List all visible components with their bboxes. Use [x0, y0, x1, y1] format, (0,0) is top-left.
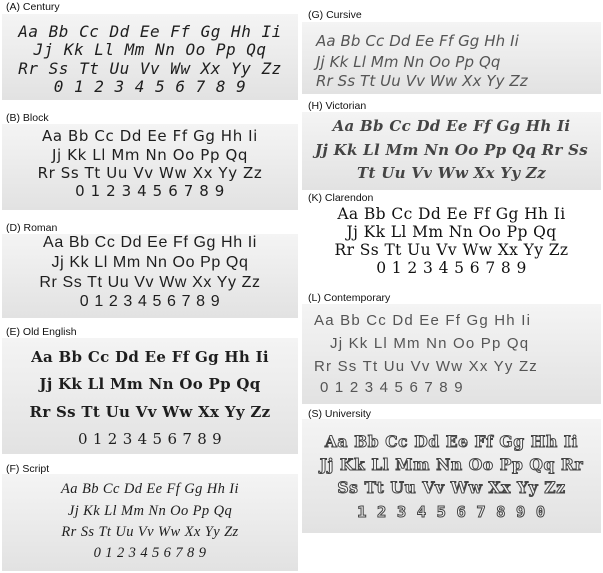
sample-line: 0 1 2 3 4 5 6 7 8 9 — [77, 430, 223, 448]
style-label: (G) Cursive — [308, 9, 362, 21]
sample-line: Jj Kk Ll Mm Nn Oo Pp Qq — [330, 335, 530, 352]
panel-university — [300, 405, 603, 535]
sample-line: Aa Bb Cc Dd Ee Ff Gg Hh Ii — [324, 432, 579, 451]
sample-line: Jj Kk Ll Mm Nn Oo Pp Qq — [51, 254, 249, 271]
sample-line: Rr Ss Tt Uu Vv Ww Xx Yy Zz — [29, 403, 271, 421]
sample-line: Jj Kk Ll Mm Nn Oo Pp Qq — [52, 146, 248, 164]
sample-line: Jj Kk Ll Mm Nn Oo Pp Qq — [33, 40, 267, 59]
style-label: (A) Century — [6, 1, 60, 13]
sample-line: Rr Ss Tt Uu Vv Ww Xx Yy Zz — [334, 241, 569, 259]
sample-line: 0 1 2 3 4 5 6 7 8 9 — [376, 259, 527, 277]
panel-cursive — [300, 8, 603, 96]
sample-line: Rr Ss Tt Uu Vv Ww Xx Yy Zz — [316, 72, 528, 90]
sample-line: Aa Bb Cc Dd Ee Ff Gg Hh Ii — [43, 234, 257, 251]
sample-line: Jj Kk Ll Mm Nn Oo Pp Qq Rr — [319, 455, 584, 474]
sample-line: Rr Ss Tt Uu Vv Ww Xx Yy Zz — [39, 274, 261, 291]
sample-line: Aa Bb Cc Dd Ee Ff Gg Hh Ii — [42, 127, 258, 145]
sample-line: 1 2 3 4 5 6 7 8 9 0 — [357, 503, 546, 521]
panel-old-english — [0, 324, 300, 456]
style-label: (L) Contemporary — [308, 292, 391, 304]
sample-line: 0 1 2 3 4 5 6 7 8 9 — [320, 379, 464, 396]
panel-block — [0, 110, 300, 212]
sample-line: Rr Ss Tt Uu Vv Ww Xx Yy Zz — [61, 524, 239, 540]
sample-line: 0 1 2 3 4 5 6 7 8 9 — [79, 293, 221, 310]
sample-line: Aa Bb Cc Dd Ee Ff Gg Hh Ii — [18, 22, 282, 41]
sample-line: Ss Tt Uu Vv Ww Xx Yy Zz — [337, 478, 566, 497]
sample-line: Aa Bb Cc Dd Ee Ff Gg Hh Ii — [337, 205, 566, 223]
sample-line: Aa Bb Cc Dd Ee Ff Gg Hh Ii — [316, 32, 519, 50]
panel-contemporary — [300, 290, 603, 406]
sample-line: Aa Bb Cc Dd Ee Ff Gg Hh Ii — [61, 481, 239, 497]
sample-line: Tt Uu Vv Ww Xx Yy Zz — [357, 164, 546, 182]
style-label: (E) Old English — [6, 326, 77, 338]
style-label: (B) Block — [6, 112, 49, 124]
style-label: (S) University — [308, 408, 372, 420]
sample-line: Jj Kk Ll Mm Nn Oo Pp Qq — [316, 53, 501, 71]
style-label: (F) Script — [6, 463, 50, 475]
sample-line: Jj Kk Ll Mm Nn Oo Pp Qq — [67, 503, 233, 519]
column-divider — [300, 0, 302, 573]
style-label: (H) Victorian — [308, 100, 367, 112]
panel-roman — [0, 220, 300, 320]
sample-line: Aa Bb Cc Dd Ee Ff Gg Hh Ii — [31, 348, 269, 366]
sample-line: Jj Kk Ll Mm Nn Oo Pp Qq Rr Ss — [314, 141, 589, 159]
sample-line: 0 1 2 3 4 5 6 7 8 9 — [53, 77, 247, 96]
panel-clarendon — [300, 190, 603, 284]
sample-line: Rr Ss Tt Uu Vv Ww Xx Yy Zz — [37, 164, 263, 182]
sample-line: Rr Ss Tt Uu Vv Ww Xx Yy Zz — [314, 358, 539, 375]
style-label: (K) Clarendon — [308, 192, 374, 204]
panel-victorian — [300, 98, 603, 192]
style-label: (D) Roman — [6, 222, 58, 234]
sample-line: 0 1 2 3 4 5 6 7 8 9 — [75, 182, 225, 200]
sample-line: Aa Bb Cc Dd Ee Ff Gg Hh Ii — [314, 312, 532, 329]
sample-line: 0 1 2 3 4 5 6 7 8 9 — [93, 545, 207, 561]
sample-line: Aa Bb Cc Dd Ee Ff Gg Hh Ii — [332, 117, 571, 135]
panel-script — [0, 460, 300, 573]
sample-line: Jj Kk Ll Mm Nn Oo Pp Qq — [346, 223, 557, 241]
sample-line: Rr Ss Tt Uu Vv Ww Xx Yy Zz — [18, 59, 282, 78]
panel-century — [0, 0, 300, 102]
sample-line: Jj Kk Ll Mm Nn Oo Pp Qq — [39, 375, 261, 393]
